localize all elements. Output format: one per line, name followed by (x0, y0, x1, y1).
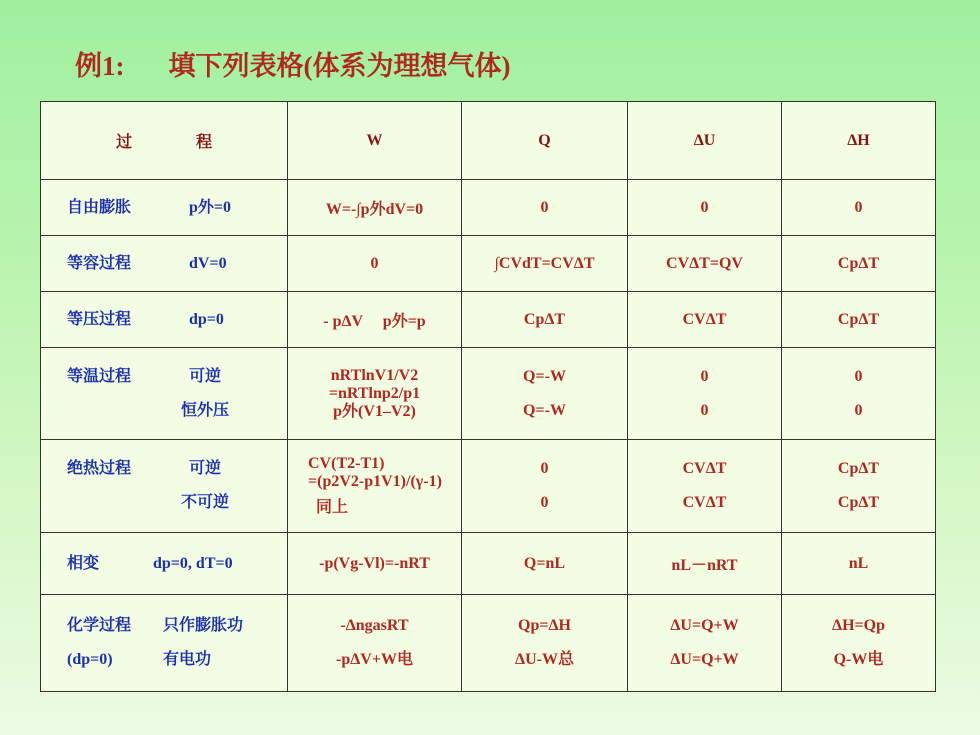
du-cell: 0 0 (628, 348, 782, 440)
du-cell: CVΔT (628, 292, 782, 348)
header-row (41, 102, 936, 180)
q-cell: 0 (462, 180, 628, 236)
row-free-expansion (41, 180, 936, 236)
w-cell: - pΔV p外=p (288, 292, 462, 348)
row-adiabatic (41, 440, 936, 533)
header-q: Q (462, 102, 628, 180)
process-cell: 绝热过程 可逆 不可逆 (41, 440, 288, 533)
q-cell: Q=-W Q=-W (462, 348, 628, 440)
row-isochoric (41, 236, 936, 292)
q-cell: ∫CVdT=CVΔT (462, 236, 628, 292)
w-cell: CV(T2-T1) =(p2V2-p1V1)/(γ-1) 同上 (288, 440, 462, 533)
q-cell: CpΔT (462, 292, 628, 348)
du-cell: 0 (628, 180, 782, 236)
dh-cell: CpΔT (782, 236, 936, 292)
row-isobaric (41, 292, 936, 348)
du-cell: nL－nRT (628, 533, 782, 595)
process-cell: 化学过程 只作膨胀功 (dp=0) 有电功 (41, 595, 288, 692)
q-cell: Qp=ΔH ΔU-W总 (462, 595, 628, 692)
dh-cell: CpΔT (782, 292, 936, 348)
title-text: 填下列表格(体系为理想气体) (168, 51, 511, 81)
header-dh: ΔH (782, 102, 936, 180)
header-du: ΔU (628, 102, 782, 180)
slide-title (75, 44, 510, 83)
dh-cell: 0 (782, 180, 936, 236)
row-isothermal (41, 348, 936, 440)
header-process: 过 程 (41, 102, 288, 180)
w-cell: nRTlnV1/V2 =nRTlnp2/p1 p外(V1–V2) (288, 348, 462, 440)
du-cell: ΔU=Q+W ΔU=Q+W (628, 595, 782, 692)
du-cell: CVΔT=QV (628, 236, 782, 292)
q-cell: Q=nL (462, 533, 628, 595)
du-cell: CVΔT CVΔT (628, 440, 782, 533)
dh-cell: 0 0 (782, 348, 936, 440)
example-label: 例1: (75, 51, 125, 81)
process-cell: 等容过程 dV=0 (41, 236, 288, 292)
w-cell: W=-∫p外dV=0 (288, 180, 462, 236)
process-table (40, 101, 936, 692)
process-cell: 等压过程 dp=0 (41, 292, 288, 348)
process-cell: 相变 dp=0, dT=0 (41, 533, 288, 595)
w-cell: -p(Vg-Vl)=-nRT (288, 533, 462, 595)
row-chemical (41, 595, 936, 692)
q-cell: 0 0 (462, 440, 628, 533)
w-cell: -ΔngasRT -pΔV+W电 (288, 595, 462, 692)
process-cell: 自由膨胀 p外=0 (41, 180, 288, 236)
dh-cell: ΔH=Qp Q-W电 (782, 595, 936, 692)
process-cell: 等温过程 可逆 恒外压 (41, 348, 288, 440)
dh-cell: CpΔT CpΔT (782, 440, 936, 533)
header-w: W (288, 102, 462, 180)
w-cell: 0 (288, 236, 462, 292)
dh-cell: nL (782, 533, 936, 595)
row-phase-change (41, 533, 936, 595)
